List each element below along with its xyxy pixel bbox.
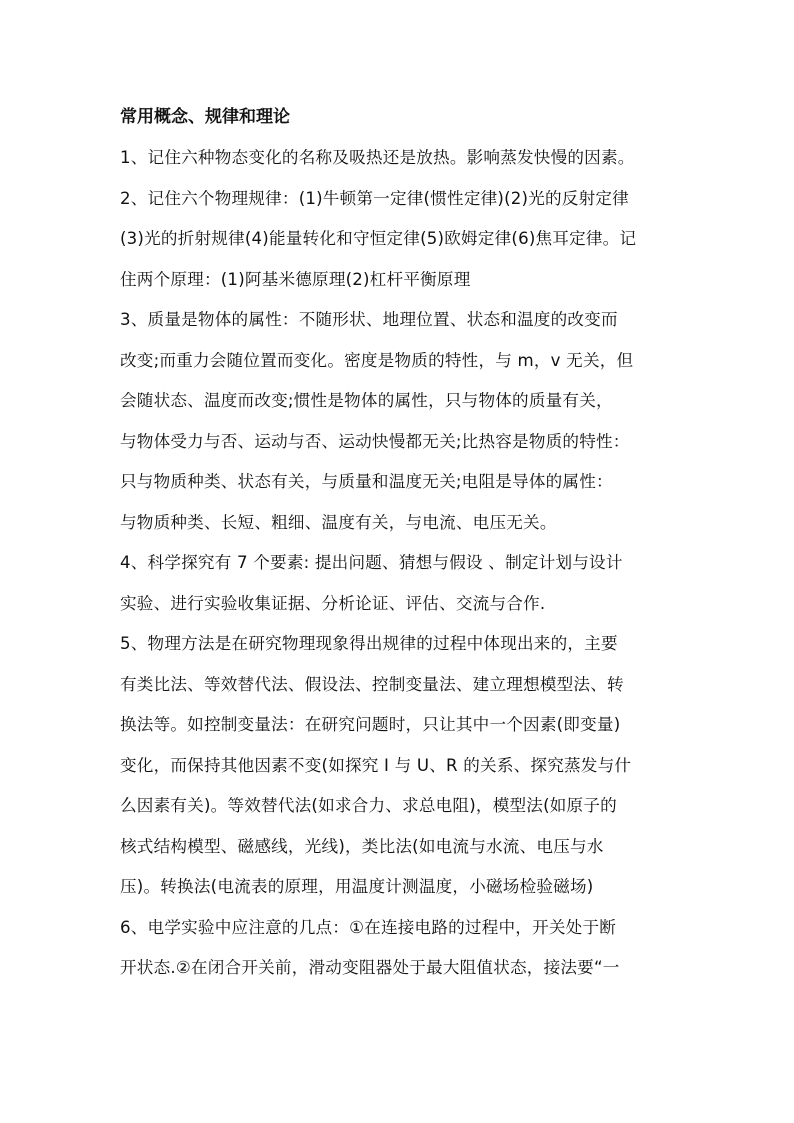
section-title: 常用概念、规律和理论 bbox=[120, 107, 290, 127]
text-line-13: 5、物理方法是在研究物理现象得出规律的过程中体现出来的，主要 bbox=[120, 634, 618, 653]
text-line-7: 会随状态、温度而改变;惯性是物体的属性，只与物体的质量有关， bbox=[120, 391, 613, 410]
text-line-10: 与物质种类、长短、粗细、温度有关，与电流、电压无关。 bbox=[120, 512, 557, 532]
text-line-14: 有类比法、等效替代法、假设法、控制变量法、建立理想模型法、转 bbox=[120, 674, 624, 694]
text-line-2: 2、记住六个物理规律：(1)牛顿第一定律(惯性定律)(2)光的反射定律 bbox=[120, 188, 629, 208]
text-line-9: 只与物质种类、状态有关，与质量和温度无关;电阻是导体的属性： bbox=[120, 472, 613, 491]
text-line-15: 换法等。如控制变量法：在研究问题时，只让其中一个因素(即变量) bbox=[120, 715, 621, 734]
text-line-8: 与物体受力与否、运动与否、运动快慢都无关;比热容是物质的特性： bbox=[120, 431, 630, 451]
text-line-1: 1、记住六种物态变化的名称及吸热还是放热。影响蒸发快慢的因素。 bbox=[120, 148, 635, 167]
text-line-19: 压)。转换法(电流表的原理，用温度计测温度，小磁场检验磁场) bbox=[120, 877, 594, 896]
text-line-16: 变化，而保持其他因素不变(如探究 I 与 U、R 的关系、探究蒸发与什 bbox=[120, 755, 632, 775]
text-line-18: 核式结构模型、磁感线，光线)，类比法(如电流与水流、电压与水 bbox=[120, 836, 604, 856]
text-line-11: 4、科学探究有 7 个要素: 提出问题、猜想与假设 、制定计划与设计 bbox=[120, 553, 623, 572]
text-line-21: 开状态.②在闭合开关前，滑动变阻器处于最大阻值状态，接法要“一 bbox=[120, 958, 620, 977]
text-line-17: 么因素有关)。等效替代法(如求合力、求总电阻)，模型法(如原子的 bbox=[120, 796, 617, 815]
text-line-4: 住两个原理：(1)阿基米德原理(2)杠杆平衡原理 bbox=[120, 269, 471, 289]
text-line-3: (3)光的折射规律(4)能量转化和守恒定律(5)欧姆定律(6)焦耳定律。记 bbox=[120, 229, 637, 248]
text-line-6: 改变;而重力会随位置而变化。密度是物质的特性，与 m，v 无关，但 bbox=[120, 350, 634, 370]
text-line-12: 实验、进行实验收集证据、分析论证、评估、交流与合作. bbox=[120, 593, 546, 613]
document-body bbox=[120, 96, 690, 989]
text-line-5: 3、质量是物体的属性：不随形状、地理位置、状态和温度的改变而 bbox=[120, 310, 618, 329]
text-line-20: 6、电学实验中应注意的几点：①在连接电路的过程中，开关处于断 bbox=[120, 917, 617, 937]
